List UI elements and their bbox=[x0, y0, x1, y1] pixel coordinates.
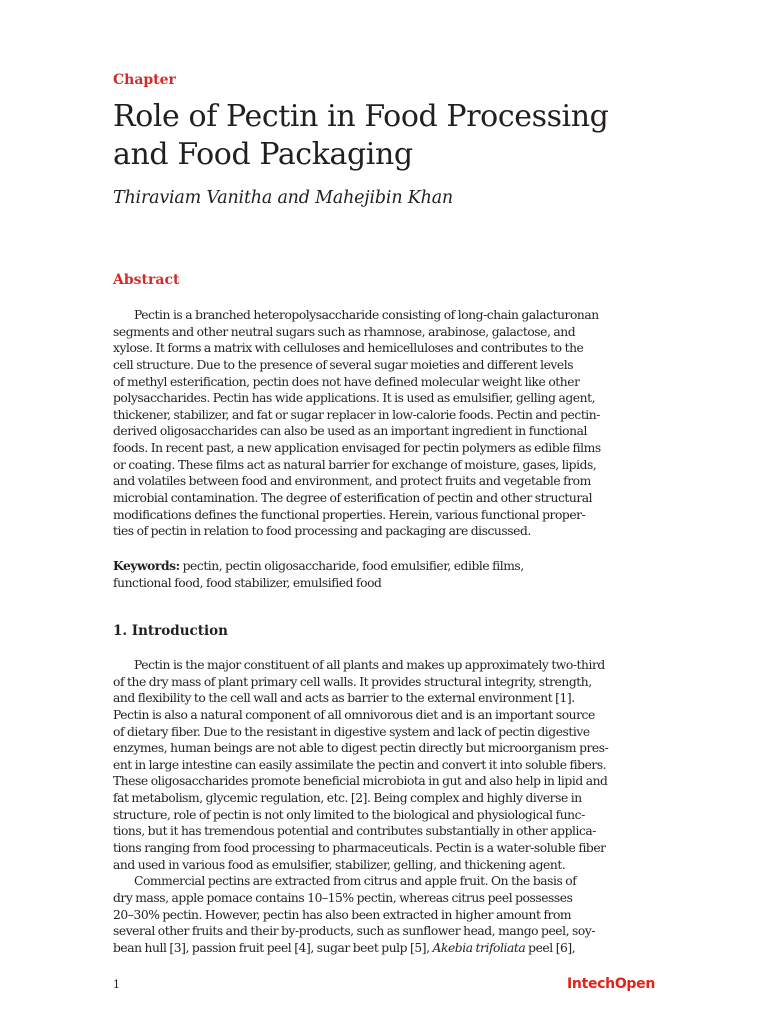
title-line: and Food Packaging bbox=[113, 137, 413, 172]
abstract-line: of methyl esterification, pectin does not have defined molecular weight like other bbox=[113, 374, 580, 389]
abstract-line: Pectin is a branched heteropolysaccharide consisting of long-chain galacturonan bbox=[134, 308, 599, 322]
abstract-line: and volatiles between food and environment, and protect fruits and vegetable from bbox=[113, 474, 591, 489]
intro-line: fat metabolism, glycemic regulation, etc. [2]. Being complex and highly diverse in bbox=[113, 791, 582, 806]
introduction-body bbox=[113, 657, 658, 957]
chapter-label: Chapter bbox=[113, 72, 176, 88]
intro-line: Pectin is also a natural component of all omnivorous diet and is an important source bbox=[113, 707, 595, 722]
intro-line: tions, but it has tremendous potential and contributes substantially in other applica- bbox=[113, 824, 597, 839]
intro-line: of the dry mass of plant primary cell walls. It provides structural integrity, strength, bbox=[113, 674, 592, 689]
intro-line: ent in large intestine can easily assimilate the pectin and convert it into soluble fibers. bbox=[113, 757, 607, 772]
keywords-line bbox=[113, 558, 658, 575]
intro-text: bean hull [3], passion fruit peel [4], sugar beet pulp [5], bbox=[113, 940, 433, 955]
keywords bbox=[113, 558, 658, 591]
abstract-line: ties of pectin in relation to food processing and packaging are discussed. bbox=[113, 524, 531, 539]
abstract-line: or coating. These films act as natural barrier for exchange of moisture, gases, lipids, bbox=[113, 457, 597, 472]
abstract-line: microbial contamination. The degree of esterification of pectin and other structural bbox=[113, 491, 593, 506]
title-line: Role of Pectin in Food Processing bbox=[113, 99, 609, 134]
species-name: Akebia trifoliata bbox=[432, 940, 526, 955]
intro-line: Pectin is the major constituent of all plants and makes up approximately two-third bbox=[134, 658, 605, 672]
keywords-label: Keywords: bbox=[113, 558, 180, 573]
intro-line: 20–30% pectin. However, pectin has also been extracted in higher amount from bbox=[113, 907, 572, 922]
keywords-text: pectin, pectin oligosaccharide, food emulsifier, edible films, bbox=[179, 559, 524, 573]
intro-line: dry mass, apple pomace contains 10–15% pectin, whereas citrus peel possesses bbox=[113, 890, 573, 905]
abstract-body bbox=[113, 307, 658, 540]
intro-line bbox=[113, 940, 658, 957]
section-heading-introduction: 1. Introduction bbox=[113, 623, 228, 639]
intro-text: peel [6], bbox=[525, 940, 576, 955]
intro-line: tions ranging from food processing to pharmaceuticals. Pectin is a water-soluble fiber bbox=[113, 841, 606, 856]
abstract-line: polysaccharides. Pectin has wide applications. It is used as emulsifier, gelling agent, bbox=[113, 391, 596, 406]
abstract-heading: Abstract bbox=[113, 272, 180, 288]
abstract-line: thickener, stabilizer, and fat or sugar replacer in low-calorie foods. Pectin and pectin- bbox=[113, 407, 600, 422]
intro-line: structure, role of pectin is not only limited to the biological and physiological func- bbox=[113, 807, 585, 822]
keywords-line: functional food, food stabilizer, emulsified food bbox=[113, 575, 382, 590]
authors: Thiraviam Vanitha and Mahejibin Khan bbox=[113, 188, 453, 208]
intro-line: enzymes, human beings are not able to digest pectin directly but microorganism pres- bbox=[113, 741, 609, 756]
abstract-line: cell structure. Due to the presence of several sugar moieties and different levels bbox=[113, 357, 574, 372]
intro-line: several other fruits and their by-products, such as sunflower head, mango peel, soy- bbox=[113, 924, 596, 939]
intro-line: and used in various food as emulsifier, stabilizer, gelling, and thickening agent. bbox=[113, 857, 566, 872]
abstract-line: segments and other neutral sugars such as rhamnose, arabinose, galactose, and bbox=[113, 324, 576, 339]
abstract-line: derived oligosaccharides can also be used as an important ingredient in functional bbox=[113, 424, 587, 439]
intro-line: and flexibility to the cell wall and acts as barrier to the external environment [1]. bbox=[113, 691, 575, 706]
intro-line: of dietary fiber. Due to the resistant in digestive system and lack of pectin digestive bbox=[113, 724, 590, 739]
page-number: 1 bbox=[113, 978, 120, 991]
abstract-line: xylose. It forms a matrix with celluloses and hemicelluloses and contributes to the bbox=[113, 341, 584, 356]
intro-line: Commercial pectins are extracted from citrus and apple fruit. On the basis of bbox=[134, 874, 577, 889]
abstract-line: foods. In recent past, a new application envisaged for pectin polymers as edible films bbox=[113, 441, 601, 456]
intro-line: These oligosaccharides promote beneficial microbiota in gut and also help in lipid and bbox=[113, 774, 608, 789]
chapter-title bbox=[113, 98, 658, 174]
abstract-line: modifications defines the functional properties. Herein, various functional proper- bbox=[113, 507, 586, 522]
publisher-logo: IntechOpen bbox=[567, 976, 656, 992]
